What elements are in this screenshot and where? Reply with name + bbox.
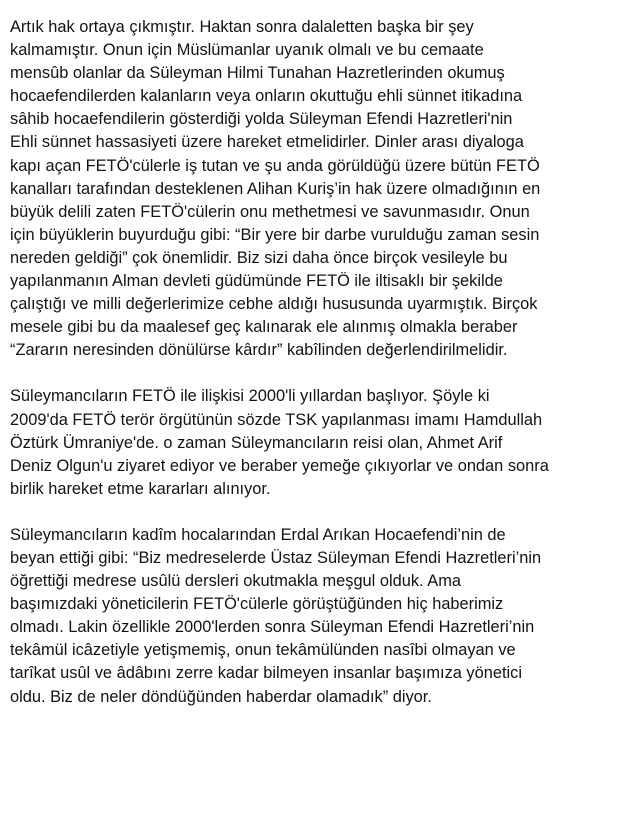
text-line: sâhib hocaefendilerin gösterdiği yolda Süleyman Efendi Hazretleri'nin [10, 110, 513, 129]
text-line: kalmamıştır. Onun için Müslümanlar uyanık olmalı ve bu cemaate [10, 41, 484, 60]
text-line: mesele gibi bu da maalesef geç kalınarak ele alınmış olmakla beraber [10, 318, 518, 337]
text-line: tekâmül icâzetiyle yetişmemiş, onun tekâmülünden nasîbi olmayan ve [10, 641, 516, 660]
text-line: Deniz Olgun'u ziyaret ediyor ve beraber yemeğe çıkıyorlar ve ondan sonra [10, 456, 549, 475]
text-line: için büyüklerin buyurduğu gibi: “Bir yere bir darbe vurulduğu zaman sesin [10, 225, 540, 244]
paragraph-3 [10, 524, 626, 709]
text-line: beyan ettiği gibi: “Biz medreselerde Üstaz Süleyman Efendi Hazretleri’nin [10, 548, 542, 567]
text-line: “Zararın neresinden dönülürse kârdır” kabîlinden değerlendirilmelidir. [10, 341, 508, 360]
text-line: başımızdaki yöneticilerin FETÖ'cülerle görüştüğünden hiç haberimiz [10, 595, 504, 614]
text-line: kapı açan FETÖ'cülerle iş tutan ve şu anda görüldüğü üzere bütün FETÖ [10, 156, 540, 175]
text-line: birlik hareket etme kararları alınıyor. [10, 479, 271, 498]
text-line: yapılanmanın Alman devleti güdümünde FETÖ ile iltisaklı bir şekilde [10, 272, 503, 291]
text-line: Süleymancıların kadîm hocalarından Erdal Arıkan Hocaefendi’nin de [10, 525, 506, 544]
text-line: nereden geldiği” çok önemlidir. Biz sizi daha önce birçok vesileyle bu [10, 248, 508, 267]
text-line: Öztürk Ümraniye'de. o zaman Süleymancıların reisi olan, Ahmet Arif [10, 433, 503, 452]
text-line: Artık hak ortaya çıkmıştır. Haktan sonra dalaletten başka bir şey [10, 18, 474, 36]
paragraph-1 [10, 16, 626, 362]
paragraph-2 [10, 385, 626, 500]
text-line: mensûb olanlar da Süleyman Hilmi Tunahan Hazretlerinden okumuş [10, 64, 505, 83]
text-line: hocaefendilerden kalanların veya onların okuttuğu ehli sünnet itikadına [10, 87, 523, 106]
text-line: kanalları tarafından desteklenen Alihan Kuriş’in hak üzere olmadığının en [10, 179, 541, 198]
text-line: çalıştığı ve milli değerlerimize cebhe aldığı hususunda uyarmıştık. Birçok [10, 295, 538, 314]
text-line: oldu. Biz de neler döndüğünden haberdar olamadık” diyor. [10, 687, 432, 706]
text-line: 2009'da FETÖ terör örgütünün sözde TSK yapılanması imamı Hamdullah [10, 410, 543, 429]
text-line: Ehli sünnet hassasiyeti üzere hareket etmelidirler. Dinler arası diyaloga [10, 133, 524, 152]
text-line: büyük delili zaten FETÖ'cülerin onu methetmesi ve savunmasıdır. Onun [10, 202, 530, 221]
text-line: olmadı. Lakin özellikle 2000'lerden sonra Süleyman Efendi Hazretleri’nin [10, 618, 535, 637]
text-line: Süleymancıların FETÖ ile ilişkisi 2000'li yıllardan başlıyor. Şöyle ki [10, 387, 490, 406]
text-line: tarîkat usûl ve âdâbını zerre kadar bilmeyen insanlar başımıza yönetici [10, 664, 523, 683]
text-line: öğrettiği medrese usûlü dersleri okutmakla meşgul olduk. Ama [10, 572, 461, 591]
